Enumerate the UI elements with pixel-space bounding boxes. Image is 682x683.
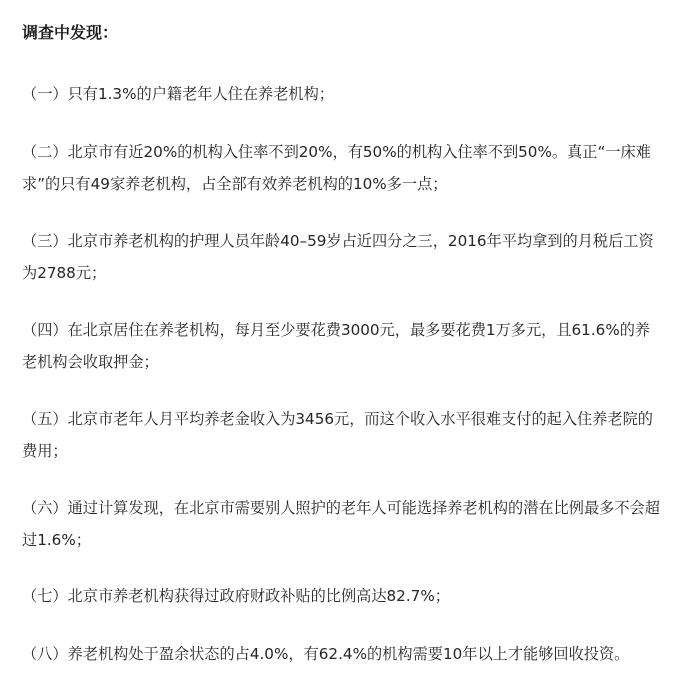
finding-8: （八）养老机构处于盈余状态的占4.0%，有62.4%的机构需要10年以上才能够回收投资。 [22,645,630,663]
finding-4: （四）在北京居住在养老机构，每月至少要花费3000元，最多要花费1万多元，且61.6%的养老机构会收取押金； [22,321,651,371]
finding-7: （七）北京市养老机构获得过政府财政补贴的比例高达82.7%； [22,587,450,605]
finding-2: （二）北京市有近20%的机构入住率不到20%，有50%的机构入住率不到50%。真正“一床难求”的只有49家养老机构，占全部有效养老机构的10%多一点； [22,143,651,193]
finding-3: （三）北京市养老机构的护理人员年龄40–59岁占近四分之三，2016年平均拿到的月税后工资为2788元； [22,232,654,282]
finding-6: （六）通过计算发现，在北京市需要别人照护的老年人可能选择养老机构的潜在比例最多不会超过1.6%； [22,499,660,549]
findings-heading: 调查中发现： [22,23,119,42]
finding-1: （一）只有1.3%的户籍老年人住在养老机构； [22,85,334,103]
finding-5: （五）北京市老年人月平均养老金收入为3456元，而这个收入水平很难支付的起入住养老院的费用； [22,410,653,460]
